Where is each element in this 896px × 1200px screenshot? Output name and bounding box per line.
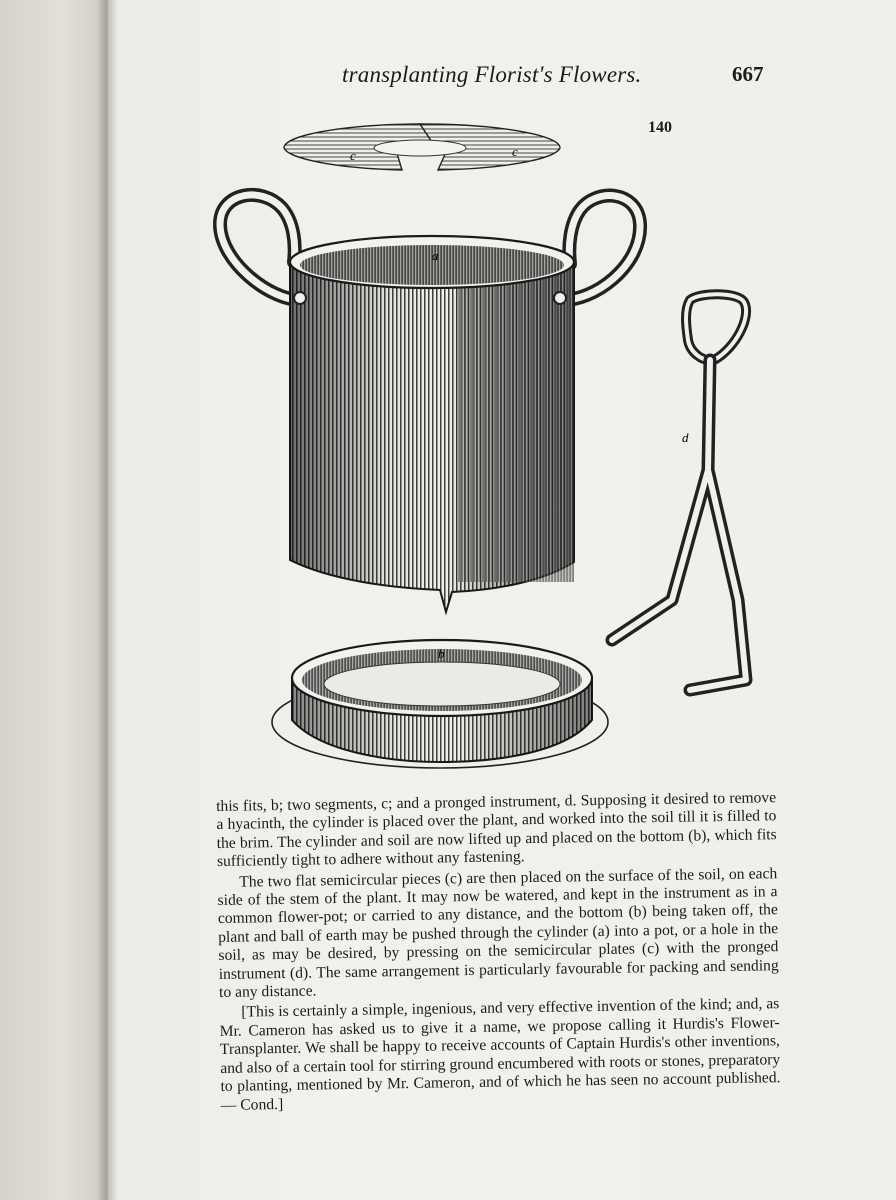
figure-number: 140 bbox=[648, 119, 672, 136]
label-a: a bbox=[432, 248, 439, 263]
label-c-left: c bbox=[350, 148, 356, 163]
semicircular-plates bbox=[284, 124, 560, 170]
paragraph-2: The two flat semicircular pieces (c) are then placed on the surface of the soil, on each side of the stem of the plant. It may now be watered, and kept in the instrument as in a common flower-pot; or carried to any distance, and the bottom (b) being taken off, the plant and ball of earth may be pushed through the cylinder (a) into a pot, or a hole in the soil, as may be desired, by pressing on the semicircular plates (c) with the pronged instrument (d). The same arrangement is particularly favourable for packing and sending to any distance. bbox=[217, 864, 779, 1002]
label-c-right: c bbox=[512, 144, 518, 159]
page-number: 667 bbox=[732, 62, 764, 86]
body-text bbox=[216, 789, 781, 1115]
label-d: d bbox=[682, 430, 689, 445]
running-title: transplanting Florist's Flowers. bbox=[342, 62, 642, 87]
cylinder bbox=[290, 236, 574, 612]
paragraph-1: this fits, b; two segments, c; and a pronged instrument, d. Supposing it desired to remove a hyacinth, the cylinder is placed over the plant, and worked into the soil till it is filled to the brim. The cylinder and soil are now lifted up and placed on the bottom (b), which fits sufficiently tight to adhere without any fastening. bbox=[216, 789, 777, 871]
pronged-instrument bbox=[612, 294, 746, 690]
paragraph-3: [This is certainly a simple, ingenious, and very effective invention of the kind; and, as Mr. Cameron has asked us to give it a name, we propose calling it Hurdis's Flower-Transplanter. We shall be happy to receive accounts of Captain Hurdis's other inventions, and also of a certain tool for stirring ground encumbered with roots or stones, preparatory to planting, mentioned by Mr. Cameron, and of which he has seen no account published. — Cond.] bbox=[219, 995, 781, 1114]
label-b: b bbox=[438, 646, 445, 661]
